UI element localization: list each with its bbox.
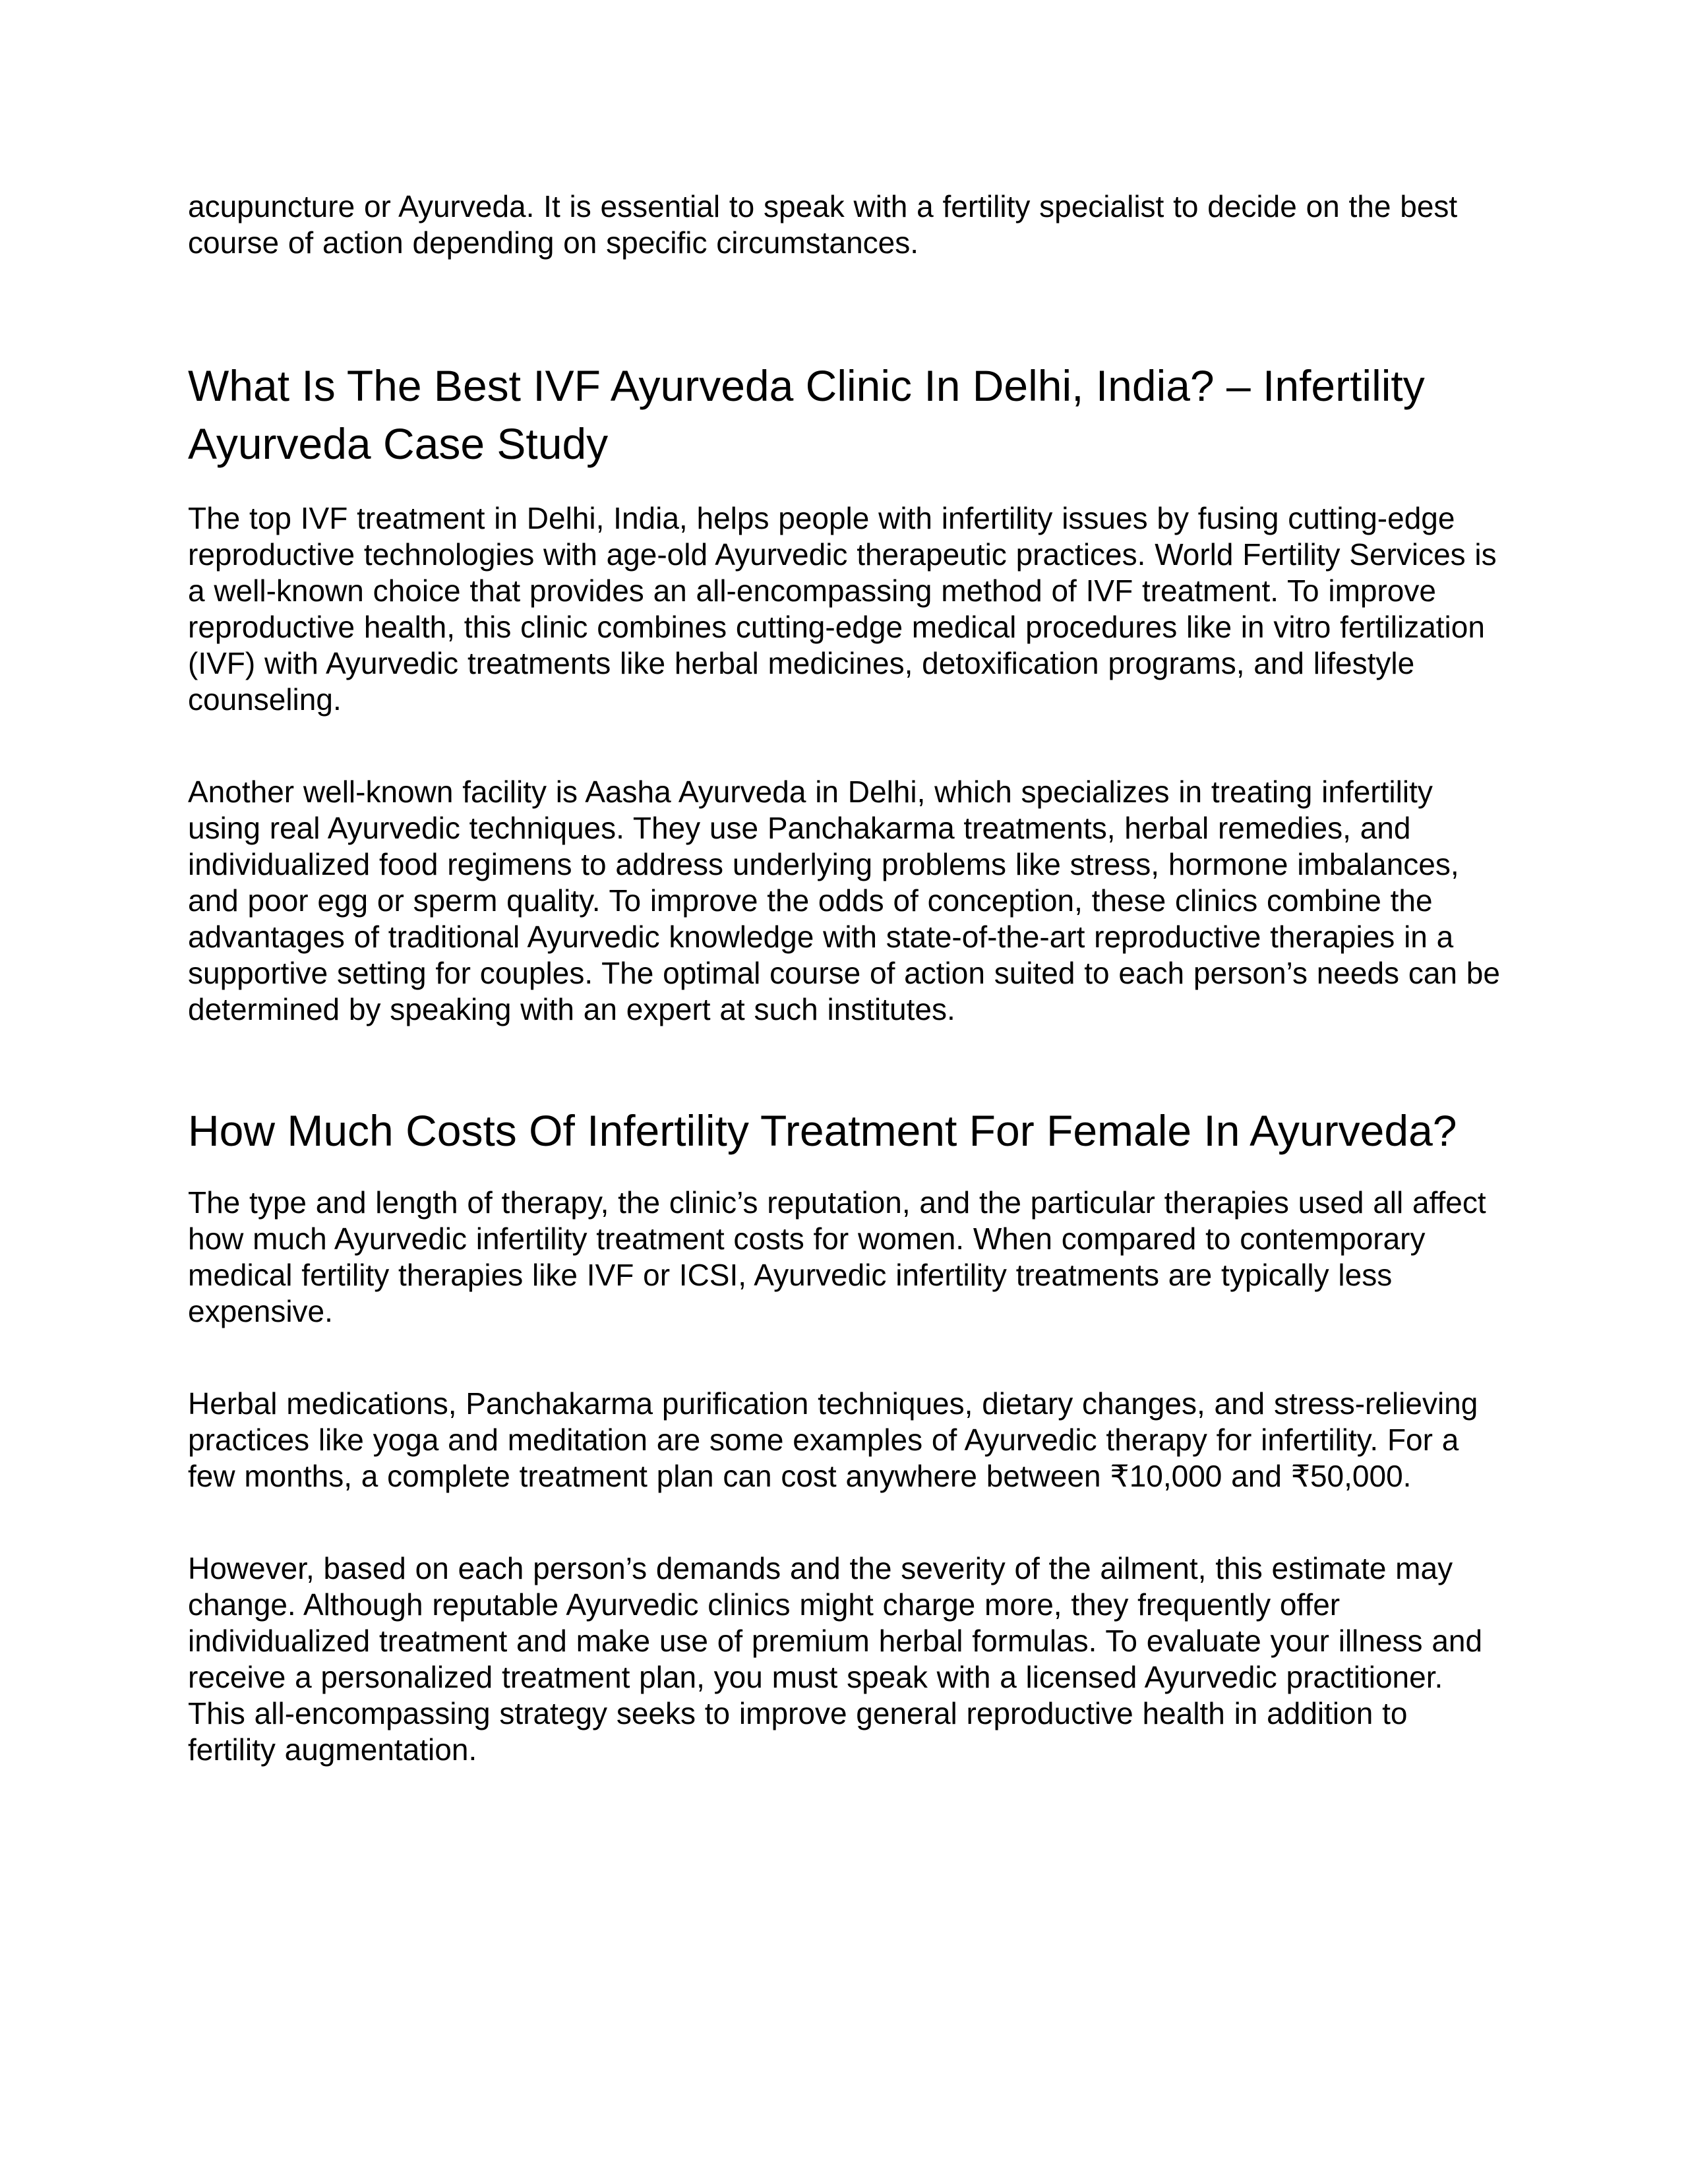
paragraph-cost-estimate-disclaimer: However, based on each person’s demands and the severity of the ailment, this estimate may change. Although reputable Ayurvedic clinics might charge more, they frequently offer individualized treatment and make use of premium herbal formulas. To evaluate your illness and receive a personalized treatment plan, you must speak with a licensed Ayurvedic practitioner. This all-encompassing strategy seeks to improve general reproductive health in addition to fertility augmentation. [188, 1551, 1483, 1767]
section-heading-infertility-treatment-costs: How Much Costs Of Infertility Treatment For Female In Ayurveda? [188, 1106, 1457, 1155]
section-heading-best-ivf-ayurveda-clinic: What Is The Best IVF Ayurveda Clinic In Delhi, India? – Infertility Ayurveda Case Study [188, 361, 1425, 468]
paragraph-aasha-ayurveda: Another well-known facility is Aasha Ayurveda in Delhi, which specializes in treating infertility using real Ayurvedic techniques. They use Panchakarma treatments, herbal remedies, and individualized food regimens to address underlying problems like stress, hormone imbalances, and poor egg or sperm quality. To improve the odds of conception, these clinics combine the advantages of traditional Ayurvedic knowledge with state-of-the-art reproductive therapies in a supportive setting for couples. The optimal course of action suited to each person’s needs can be determined by speaking with an expert at such institutes. [188, 775, 1500, 1026]
paragraph-cost-factors: The type and length of therapy, the clinic’s reputation, and the particular therapies used all affect how much Ayurvedic infertility treatment costs for women. When compared to contemporary medical fertility therapies like IVF or ICSI, Ayurvedic infertility treatments are typically less expensive. [188, 1185, 1486, 1328]
intro-paragraph: acupuncture or Ayurveda. It is essential to speak with a fertility specialist to decide on the best course of action depending on specific circumstances. [188, 189, 1458, 260]
paragraph-treatment-examples-cost-range: Herbal medications, Panchakarma purification techniques, dietary changes, and stress-relieving practices like yoga and meditation are some examples of Ayurvedic therapy for infertility. For a few months, a complete treatment plan can cost anywhere between ₹10,000 and ₹50,000. [188, 1386, 1478, 1493]
paragraph-top-ivf-treatment: The top IVF treatment in Delhi, India, helps people with infertility issues by fusing cutting-edge reproductive technologies with age-old Ayurvedic therapeutic practices. World Fertility Services is a well-known choice that provides an all-encompassing method of IVF treatment. To improve reproductive health, this clinic combines cutting-edge medical procedures like in vitro fertilization (IVF) with Ayurvedic treatments like herbal medicines, detoxification programs, and lifestyle counseling. [188, 501, 1497, 717]
